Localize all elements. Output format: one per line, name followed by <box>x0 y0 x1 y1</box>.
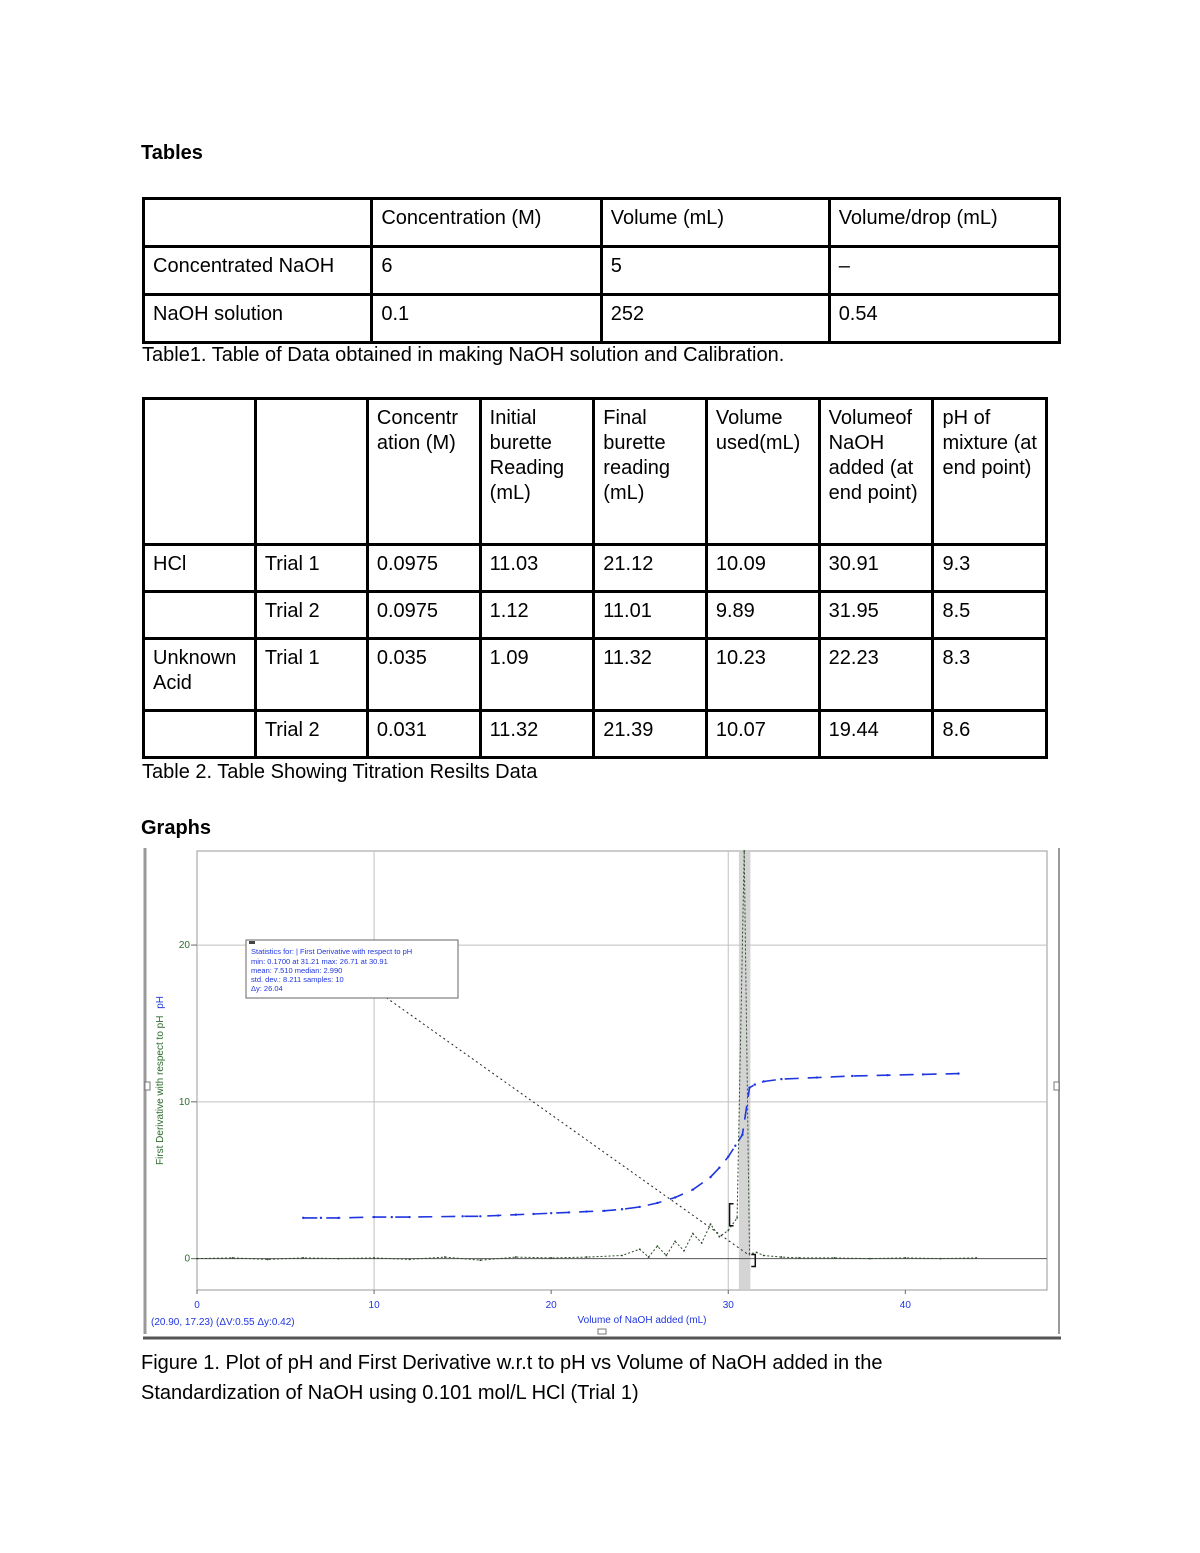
derivative-data-point <box>444 1256 446 1258</box>
table-row <box>144 247 1060 295</box>
table-header-cell: Volume (mL) <box>601 199 829 247</box>
table-cell: Trial 2 <box>255 592 367 639</box>
table-row <box>144 639 1047 711</box>
table-cell: 5 <box>601 247 829 295</box>
table-row <box>144 545 1047 592</box>
table-cell: 0.0975 <box>367 545 480 592</box>
table-cell: 8.5 <box>933 592 1047 639</box>
table-cell: 0.035 <box>367 639 480 711</box>
figure1-caption-line1: Figure 1. Plot of pH and First Derivative w.r.t to pH vs Volume of NaOH added in the <box>141 1352 883 1374</box>
ph-data-point <box>754 1083 756 1085</box>
statistics-line: std. dev.: 8.211 samples: 10 <box>251 975 344 984</box>
table-cell: 11.32 <box>594 639 707 711</box>
ph-data-point <box>320 1217 322 1219</box>
resize-handle-right-icon[interactable] <box>1054 1082 1059 1090</box>
derivative-data-point <box>586 1256 588 1258</box>
table-cell: 8.6 <box>933 711 1047 758</box>
derivative-data-point <box>550 1257 552 1259</box>
derivative-data-point <box>975 1257 977 1259</box>
ph-data-point <box>886 1074 888 1076</box>
statistics-box-icon <box>249 941 255 944</box>
ph-data-point <box>408 1216 410 1218</box>
y-tick-label: 0 <box>184 1253 190 1265</box>
derivative-data-point <box>639 1248 641 1250</box>
derivative-data-point <box>648 1256 650 1258</box>
figure1-caption-line2: Standardization of NaOH using 0.101 mol/L HCl (Trial 1) <box>141 1382 639 1404</box>
table-cell <box>144 711 256 758</box>
titration-chart <box>143 846 1061 1341</box>
derivative-data-point <box>763 1255 765 1257</box>
derivative-data-point <box>798 1257 800 1259</box>
table-header-cell <box>255 399 367 545</box>
derivative-data-point <box>683 1250 685 1252</box>
table-cell <box>144 592 256 639</box>
ph-data-point <box>515 1214 517 1216</box>
table-cell: 0.031 <box>367 711 480 758</box>
derivative-data-point <box>665 1255 667 1257</box>
y-axis-label-ph: pH <box>155 995 166 1009</box>
table-row <box>144 592 1047 639</box>
statistics-box[interactable] <box>246 940 458 998</box>
table-cell: 11.03 <box>480 545 594 592</box>
table-titration-results <box>142 397 1048 759</box>
y-axis-label-text <box>155 996 166 1165</box>
table-header-cell: Final burette reading (mL) <box>594 399 707 545</box>
ph-data-point <box>762 1080 764 1082</box>
derivative-data-point <box>196 1258 198 1260</box>
table-cell: 22.23 <box>819 639 933 711</box>
derivative-data-point <box>232 1257 234 1259</box>
ph-data-point <box>727 1156 729 1158</box>
table1-caption: Table1. Table of Data obtained in making NaOH solution and Calibration. <box>142 344 785 366</box>
ph-data-point <box>734 1145 736 1147</box>
table-cell: Unknown Acid <box>144 639 256 711</box>
table-header-cell: pH of mixture (at end point) <box>933 399 1047 545</box>
table-cell: 1.12 <box>480 592 594 639</box>
derivative-data-point <box>756 1251 758 1253</box>
statistics-line: Δy: 26.04 <box>251 984 283 993</box>
derivative-data-point <box>302 1257 304 1259</box>
derivative-data-point <box>736 1217 738 1219</box>
ph-data-point <box>748 1087 750 1089</box>
statistics-line: min: 0.1700 at 31.21 max: 26.71 at 30.91 <box>251 957 388 966</box>
table-cell: 10.07 <box>706 711 819 758</box>
ph-data-point <box>692 1188 694 1190</box>
derivative-data-point <box>904 1257 906 1259</box>
derivative-data-point <box>692 1233 694 1235</box>
table-cell: 11.32 <box>480 711 594 758</box>
ph-data-point <box>585 1210 587 1212</box>
ph-data-point <box>391 1216 393 1218</box>
table-header-cell <box>144 199 372 247</box>
derivative-data-point <box>674 1240 676 1242</box>
table-cell: 0.0975 <box>367 592 480 639</box>
statistics-line: mean: 7.510 median: 2.990 <box>251 966 343 975</box>
table-cell: 1.09 <box>480 639 594 711</box>
ph-data-point <box>816 1076 818 1078</box>
derivative-data-point <box>834 1257 836 1259</box>
ph-data-point <box>302 1217 304 1219</box>
table-cell: 9.89 <box>706 592 819 639</box>
table-cell: 11.01 <box>594 592 707 639</box>
ph-data-point <box>479 1215 481 1217</box>
table-cell: 19.44 <box>819 711 933 758</box>
derivative-data-point <box>409 1259 411 1261</box>
ph-data-point <box>741 1134 743 1136</box>
ph-data-point <box>709 1176 711 1178</box>
ph-data-point <box>532 1213 534 1215</box>
table-cell: 21.12 <box>594 545 707 592</box>
table-cell: Trial 2 <box>255 711 367 758</box>
ph-data-point <box>674 1196 676 1198</box>
table-header-cell <box>144 399 256 545</box>
statistics-title: Statistics for: | First Derivative with respect to pH <box>251 947 413 956</box>
resize-handle-left-icon[interactable] <box>145 1082 150 1090</box>
table-cell: 10.23 <box>706 639 819 711</box>
ph-data-point <box>461 1215 463 1217</box>
table-header-row <box>144 399 1047 545</box>
table2-caption: Table 2. Table Showing Titration Resilts Data <box>142 761 538 783</box>
table-cell: 252 <box>601 295 829 343</box>
derivative-data-point <box>373 1257 375 1259</box>
table-cell: HCl <box>144 545 256 592</box>
derivative-data-point <box>710 1223 712 1225</box>
table-header-cell: Initial burette Reading (mL) <box>480 399 594 545</box>
ph-data-point <box>373 1216 375 1218</box>
table-cell: 21.39 <box>594 711 707 758</box>
table-cell: 10.09 <box>706 545 819 592</box>
table-cell: 31.95 <box>819 592 933 639</box>
derivative-data-point <box>869 1258 871 1260</box>
ph-data-point <box>718 1167 720 1169</box>
derivative-data-point <box>701 1242 703 1244</box>
y-tick-label: 20 <box>178 940 190 952</box>
x-tick-label: 40 <box>899 1300 911 1311</box>
table-cell: 6 <box>372 247 601 295</box>
table-cell: 30.91 <box>819 545 933 592</box>
ph-data-point <box>639 1206 641 1208</box>
cursor-readout: (20.90, 17.23) (ΔV:0.55 Δy:0.42) <box>151 1317 295 1328</box>
derivative-data-point <box>657 1245 659 1247</box>
ph-data-point <box>656 1202 658 1204</box>
y-axis-label-derivative: First Derivative with respect to pH <box>155 1015 166 1166</box>
table-header-cell: Volumeof NaOH added (at end point) <box>819 399 933 545</box>
x-tick-label: 10 <box>368 1300 380 1311</box>
derivative-data-point <box>515 1256 517 1258</box>
x-tick-label: 30 <box>722 1300 734 1311</box>
x-tick-label: 0 <box>194 1300 200 1311</box>
table-cell: 8.3 <box>933 639 1047 711</box>
ph-data-point <box>550 1212 552 1214</box>
table-row <box>144 711 1047 758</box>
ph-data-point <box>957 1072 959 1074</box>
derivative-data-point <box>479 1259 481 1261</box>
x-tick-label: 20 <box>545 1300 557 1311</box>
ph-data-point <box>603 1210 605 1212</box>
graphs-heading: Graphs <box>141 817 212 839</box>
derivative-data-point <box>338 1258 340 1260</box>
ph-data-point <box>851 1075 853 1077</box>
derivative-data-point <box>718 1236 720 1238</box>
table-cell: Concentrated NaOH <box>144 247 372 295</box>
derivative-data-point <box>621 1255 623 1257</box>
ph-data-point <box>337 1217 339 1219</box>
derivative-data-point <box>727 1230 729 1232</box>
table-cell: – <box>829 247 1059 295</box>
y-axis-label <box>155 996 166 1165</box>
table-cell: 0.54 <box>829 295 1059 343</box>
ph-data-point <box>497 1214 499 1216</box>
y-tick-label: 10 <box>178 1096 190 1108</box>
derivative-data-point <box>267 1259 269 1261</box>
table-header-row <box>144 199 1060 247</box>
table-cell: Trial 1 <box>255 639 367 711</box>
table-cell: Trial 1 <box>255 545 367 592</box>
table-header-cell: Concentration (M) <box>372 199 601 247</box>
tables-heading: Tables <box>141 142 203 164</box>
x-axis-label: Volume of NaOH added (mL) <box>577 1315 707 1326</box>
table-cell: 0.1 <box>372 295 601 343</box>
table-header-cell: Concentr ation (M) <box>367 399 480 545</box>
table-row <box>144 295 1060 343</box>
table-cell: 9.3 <box>933 545 1047 592</box>
table-naoh-preparation <box>142 197 1061 344</box>
derivative-data-point <box>780 1256 782 1258</box>
derivative-data-point <box>749 1253 751 1255</box>
table-cell: NaOH solution <box>144 295 372 343</box>
table-header-cell: Volume/drop (mL) <box>829 199 1059 247</box>
resize-handle-bottom-icon[interactable] <box>598 1329 606 1334</box>
table-header-cell: Volume used(mL) <box>706 399 819 545</box>
ph-data-point <box>621 1208 623 1210</box>
derivative-data-point <box>940 1258 942 1260</box>
ph-data-point <box>568 1211 570 1213</box>
ph-data-point <box>922 1073 924 1075</box>
derivative-data-point <box>743 850 745 852</box>
chart-frame <box>143 846 1061 1341</box>
ph-data-point <box>780 1078 782 1080</box>
